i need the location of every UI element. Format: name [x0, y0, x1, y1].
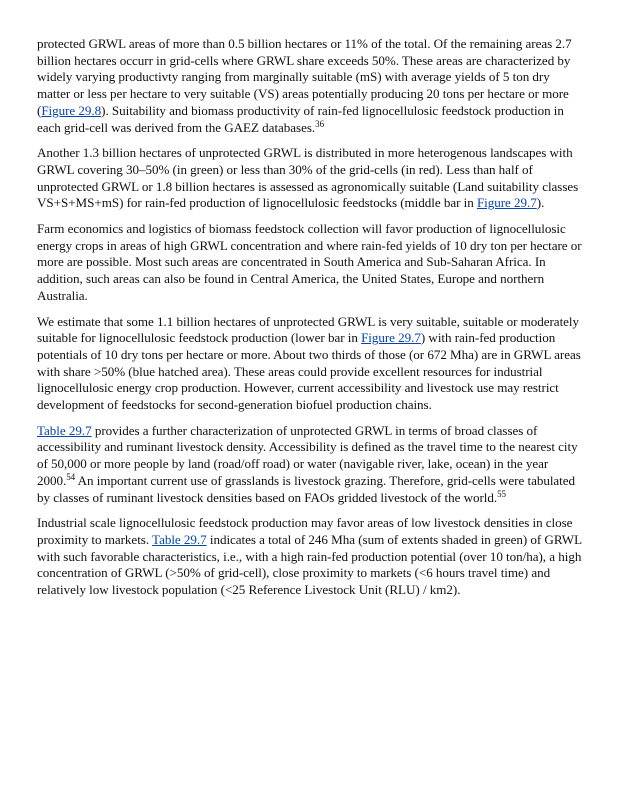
paragraph-1: [37, 36, 583, 136]
paragraph-5: [37, 423, 583, 507]
paragraph-2-text-b: ).: [536, 195, 545, 211]
figure-29-8-link[interactable]: Figure 29.8: [41, 102, 102, 118]
paragraph-5-text-b: An important current use of grasslands is livestock grazing. Therefore, grid-cells were tabulated by classes of ruminant livestock densities based on FAOs gridded livestock of the world.: [37, 472, 576, 505]
paragraph-6-text-a: Industrial scale lignocellulosic feedstock production may favor areas of low livestock densities in close proximity to markets.: [37, 515, 573, 547]
footnote-55: 55: [497, 488, 507, 499]
paragraph-6-text-b: indicates a total of 246 Mha (sum of extents shaded in green) of GRWL with such favorable characteristics, i.e., with a high rain-fed production potential (over 10 ton/ha), a high concentration of GRWL (>50% of grid-cell), close proximity to markets (<6 hours travel time) and relatively low livestock population (<25 Reference Livestock Unit (RLU) / km2).: [37, 531, 582, 598]
footnote-54: 54: [66, 471, 76, 482]
figure-29-7-link-2[interactable]: Figure 29.7: [361, 330, 421, 346]
paragraph-5-text-a: provides a further characterization of unprotected GRWL in terms of broad classes of accessibility and ruminant livestock density. Accessibility is defined as the travel time to the nearest city of 50,000 or more people by land (road/off road) or water (navigable river, lake, ocean) in the year 2000.: [37, 422, 578, 488]
paragraph-3: Farm economics and logistics of biomass feedstock collection will favor production of lignocellulosic energy crops in areas of high GRWL concentration and where rain-fed yields of 10 dry ton per hectare or more are possible. Most such areas are concentrated in South America and Sub-Saharan Africa. In addition, such areas can also be found in Central America, the United States, Europe and northern Australia.: [37, 221, 582, 303]
paragraph-1-text-b: ). Suitability and biomass productivity of rain-fed lignocellulosic feedstock production in each grid-cell was derived from the GAEZ databases.: [37, 102, 564, 135]
paragraph-4-text-a: We estimate that some 1.1 billion hectares of unprotected GRWL is very suitable, suitable or moderately suitable for lignocellulosic feedstock production (lower bar in: [37, 313, 580, 346]
paragraph-4-text-b: ) with rain-fed production potentials of 10 dry tons per hectare or more. About two thirds of those (or 672 Mha) are in GRWL areas with share >50% (blue hatched area). These areas could provide excellent resources for industrial lignocellulosic energy crop production. However, current accessibility and livestock use may restrict development of feedstocks for second-generation biofuel production chains.: [37, 330, 581, 413]
footnote-36: 36: [315, 118, 325, 129]
paragraph-2: [37, 145, 583, 212]
table-29-7-link-2[interactable]: Table 29.7: [152, 531, 207, 547]
figure-29-7-link-1[interactable]: Figure 29.7: [476, 195, 537, 211]
paragraph-6: [37, 515, 583, 599]
paragraph-4: [37, 314, 583, 414]
table-29-7-link-1[interactable]: Table 29.7: [37, 422, 92, 438]
paragraph-1-text-a: protected GRWL areas of more than 0.5 billion hectares or 11% of the total. Of the remaining areas 2.7 billion hectares occurr in grid-cells where GRWL share exceeds 50%. These areas are characterized by widely varying productivty ranging from marginally suitable (mS) with average yields of 5 ton dry matter or less per hectare to very suitable (VS) areas potentially producing 20 tons per hectare or more (: [37, 36, 572, 118]
paragraph-2-text-a: Another 1.3 billion hectares of unprotected GRWL is distributed in more heterogenous landscapes with GRWL covering 30–50% (in green) or less than 30% of the grid-cells (in red). Less than half of unprotected GRWL or 1.8 billion hectares is assessed as agronomically suitable (Land suitability classes VS+S+MS+mS) for rain-fed production of lignocellulosic feedstocks (middle bar in: [37, 145, 579, 211]
